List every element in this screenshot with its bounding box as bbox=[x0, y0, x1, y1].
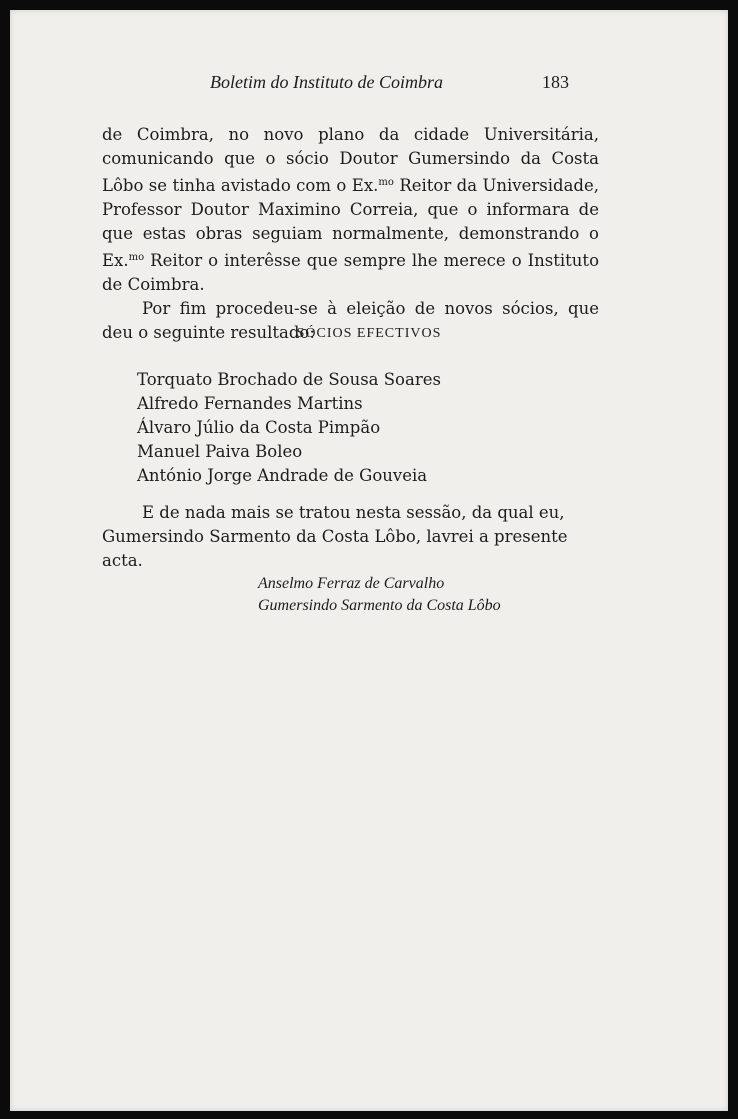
members-list bbox=[137, 368, 441, 488]
closing-line-1: E de nada mais se tratou nesta sessão, da qual eu, bbox=[142, 503, 565, 522]
superscript-mo: mo bbox=[128, 252, 145, 263]
list-item: Álvaro Júlio da Costa Pimpão bbox=[137, 418, 381, 437]
signature-line: Gumersindo Sarmento da Costa Lôbo bbox=[258, 597, 501, 614]
list-item: Alfredo Fernandes Martins bbox=[137, 394, 363, 413]
paragraph-1-part-b: Reitor da Universidade, Professor Doutor Maximino Correia, que o informara de que estas obras seguiam normalmente, demonstrando o Ex. bbox=[102, 176, 599, 270]
page-header bbox=[10, 72, 728, 96]
page-number: 183 bbox=[542, 72, 569, 92]
closing-paragraph bbox=[102, 501, 578, 573]
superscript-mo: mo bbox=[378, 177, 394, 188]
list-item: Torquato Brochado de Sousa Soares bbox=[137, 370, 441, 389]
signatures bbox=[258, 573, 501, 617]
paragraph-1-part-c: Reitor o interêsse que sempre lhe merece o Instituto de Coimbra. bbox=[102, 251, 599, 294]
paragraph-1 bbox=[102, 123, 599, 297]
closing-line-2: Gumersindo Sarmento da Costa Lôbo, lavrei a presente acta. bbox=[102, 527, 568, 570]
body-text bbox=[102, 123, 599, 345]
paragraph-2: Por fim procedeu-se à eleição de novos sócios, que deu o seguinte resultado: bbox=[102, 299, 599, 342]
list-item: Manuel Paiva Boleo bbox=[137, 442, 303, 461]
running-title: Boletim do Instituto de Coimbra bbox=[210, 72, 443, 92]
section-heading: SÓCIOS EFECTIVOS bbox=[296, 326, 442, 341]
signature-line: Anselmo Ferraz de Carvalho bbox=[258, 575, 445, 592]
paragraph-1-part-a: de Coimbra, no novo plano da cidade Universitária, comunicando que o sócio Doutor Gumersindo da Costa Lôbo se tinha avistado com o Ex. bbox=[102, 125, 599, 195]
list-item: António Jorge Andrade de Gouveia bbox=[137, 466, 428, 485]
document-page bbox=[10, 10, 728, 1111]
